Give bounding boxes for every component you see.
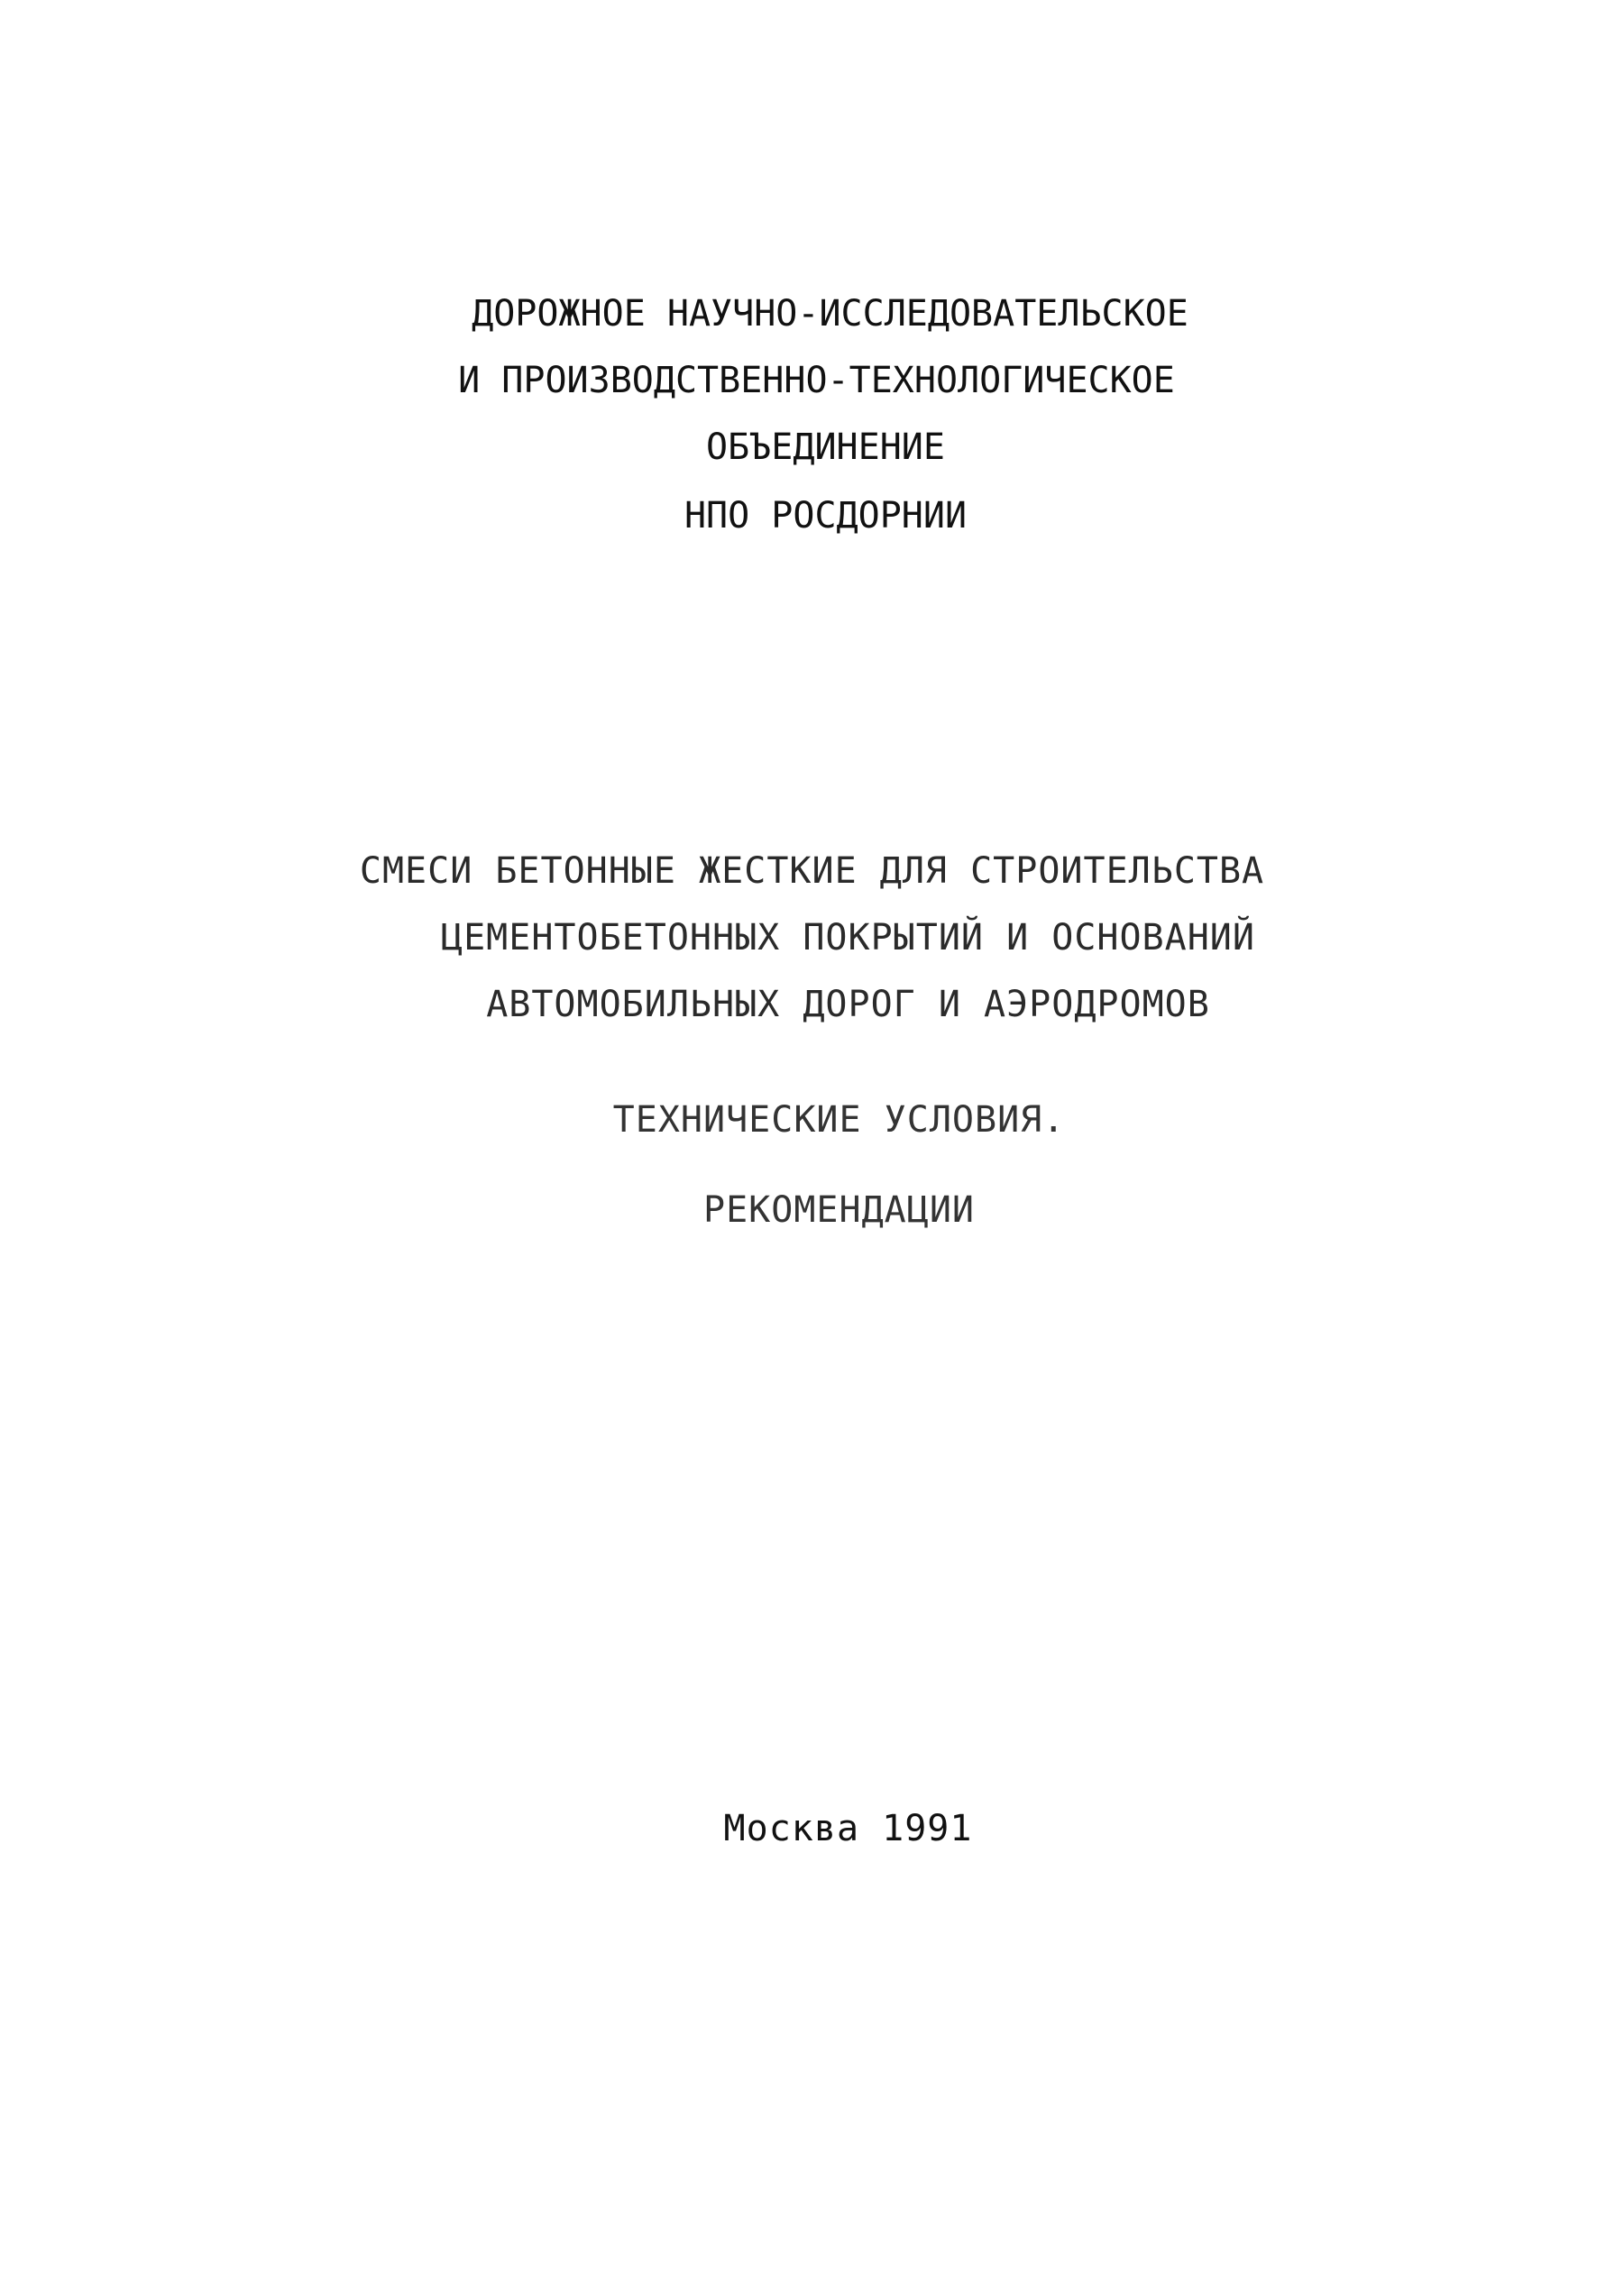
document-title-line-3: АВТОМОБИЛЬНЫХ ДОРОГ И АЭРОДРОМОВ xyxy=(486,984,1210,1025)
organization-line-2: И ПРОИЗВОДСТВЕННО-ТЕХНОЛОГИЧЕСКОЕ xyxy=(458,360,1175,401)
imprint-place-year: Москва 1991 xyxy=(723,1808,973,1849)
document-spec-type: ТЕХНИЧЕСКИЕ УСЛОВИЯ. xyxy=(612,1099,1066,1141)
document-title-line-2: ЦЕМЕНТОБЕТОННЫХ ПОКРЫТИЙ И ОСНОВАНИЙ xyxy=(441,917,1255,959)
organization-line-1: ДОРОЖНОЕ НАУЧНО-ИССЛЕДОВАТЕЛЬСКОЕ xyxy=(472,293,1188,335)
document-kind: РЕКОМЕНДАЦИИ xyxy=(703,1189,975,1231)
organization-line-3: ОБЪЕДИНЕНИЕ xyxy=(706,427,945,468)
organization-line-4: НПО РОСДОРНИИ xyxy=(684,495,968,537)
document-title-line-1: СМЕСИ БЕТОННЫЕ ЖЕСТКИЕ ДЛЯ СТРОИТЕЛЬСТВА xyxy=(359,850,1265,892)
